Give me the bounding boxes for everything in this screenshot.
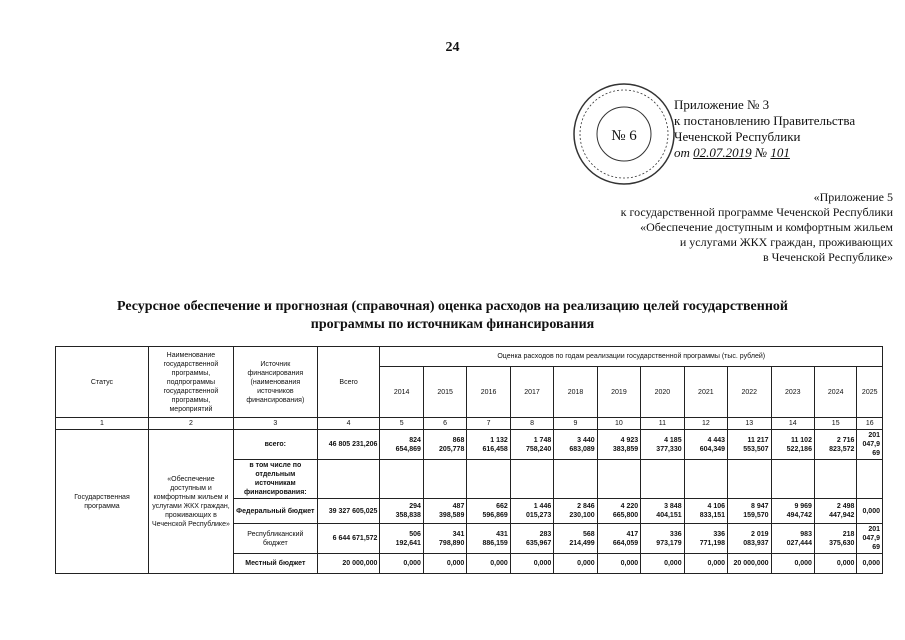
- header-year: 2023: [771, 367, 814, 418]
- empty-cell: [554, 460, 597, 499]
- value-cell: 294 358,838: [380, 499, 423, 524]
- appendix-line3: Чеченской Республики: [674, 129, 801, 144]
- value-cell: 4 220 665,800: [597, 499, 640, 524]
- value-cell: 417 664,059: [597, 524, 640, 554]
- header-year: 2019: [597, 367, 640, 418]
- value-cell: 0,000: [684, 554, 727, 574]
- empty-cell: [510, 460, 553, 499]
- value-cell: 2 846 230,100: [554, 499, 597, 524]
- col-number: 15: [814, 418, 856, 430]
- col-number: 7: [467, 418, 510, 430]
- resource-table: [55, 346, 883, 574]
- table-row: [56, 430, 883, 460]
- status-cell: Государственная программа: [56, 430, 149, 574]
- value-cell: 1 748 758,240: [510, 430, 553, 460]
- value-cell: 218 375,630: [814, 524, 856, 554]
- header-year: 2016: [467, 367, 510, 418]
- col-number: 14: [771, 418, 814, 430]
- header-estimate: Оценка расходов по годам реализации государственной программы (тыс. рублей): [380, 347, 883, 367]
- value-cell: 0,000: [423, 554, 466, 574]
- value-cell: 662 596,869: [467, 499, 510, 524]
- value-cell: 3 848 404,151: [641, 499, 684, 524]
- empty-cell: [423, 460, 466, 499]
- value-cell: 0,000: [814, 554, 856, 574]
- value-cell: 0,000: [857, 554, 883, 574]
- official-seal-stamp: [570, 80, 678, 188]
- source-cell: Республиканский бюджет: [233, 524, 317, 554]
- col-number: 11: [641, 418, 684, 430]
- annex-line4: и услугами ЖКХ граждан, проживающих: [679, 235, 893, 249]
- value-cell: 201 047,9 69: [857, 524, 883, 554]
- annex-line2: к государственной программе Чеченской Республики: [620, 205, 893, 219]
- header-year: 2022: [728, 367, 771, 418]
- appendix-date-line: [674, 145, 889, 161]
- col-number: 16: [857, 418, 883, 430]
- col-number: 6: [423, 418, 466, 430]
- value-cell: 568 214,499: [554, 524, 597, 554]
- date-prefix: от: [674, 145, 690, 160]
- total-cell: 46 805 231,206: [317, 430, 380, 460]
- value-cell: 0,000: [597, 554, 640, 574]
- document-title: [80, 298, 825, 334]
- header-year: 2025: [857, 367, 883, 418]
- annex-line5: в Чеченской Республике»: [762, 250, 893, 264]
- value-cell: 9 969 494,742: [771, 499, 814, 524]
- program-name-cell: «Обеспечение доступным и комфортным жильем и услугами ЖКХ граждан, проживающих в Чеченской Республике»: [148, 430, 233, 574]
- value-cell: 824 654,869: [380, 430, 423, 460]
- empty-cell: [684, 460, 727, 499]
- header-year: 2021: [684, 367, 727, 418]
- col-number: 2: [148, 418, 233, 430]
- value-cell: 4 106 833,151: [684, 499, 727, 524]
- header-year: 2014: [380, 367, 423, 418]
- value-cell: 0,000: [554, 554, 597, 574]
- col-number: 1: [56, 418, 149, 430]
- value-cell: 4 923 383,859: [597, 430, 640, 460]
- value-cell: 0,000: [857, 499, 883, 524]
- appendix-number: 101: [770, 145, 790, 160]
- empty-cell: [641, 460, 684, 499]
- title-line1: Ресурсное обеспечение и прогнозная (справочная) оценка расходов на реализацию целей государственной: [117, 299, 788, 314]
- value-cell: 2 019 083,937: [728, 524, 771, 554]
- value-cell: 4 443 604,349: [684, 430, 727, 460]
- value-cell: 20 000,000: [728, 554, 771, 574]
- col-number: 10: [597, 418, 640, 430]
- col-number: 5: [380, 418, 423, 430]
- empty-cell: [857, 460, 883, 499]
- header-year: 2024: [814, 367, 856, 418]
- value-cell: 11 217 553,507: [728, 430, 771, 460]
- value-cell: 0,000: [771, 554, 814, 574]
- value-cell: 983 027,444: [771, 524, 814, 554]
- total-cell: 39 327 605,025: [317, 499, 380, 524]
- value-cell: 868 205,778: [423, 430, 466, 460]
- value-cell: 3 440 683,089: [554, 430, 597, 460]
- value-cell: 0,000: [641, 554, 684, 574]
- header-total: Всего: [317, 347, 380, 418]
- appendix-line2: к постановлению Правительства: [674, 113, 856, 128]
- appendix-block: [674, 97, 889, 161]
- stamp-number: № 6: [611, 128, 637, 144]
- value-cell: 506 192,641: [380, 524, 423, 554]
- empty-cell: [317, 460, 380, 499]
- value-cell: 283 635,967: [510, 524, 553, 554]
- value-cell: 336 771,198: [684, 524, 727, 554]
- header-status: Статус: [56, 347, 149, 418]
- empty-cell: [467, 460, 510, 499]
- source-cell: в том числе по отдельным источникам финансирования:: [233, 460, 317, 499]
- col-number: 9: [554, 418, 597, 430]
- annex-line1: «Приложение 5: [813, 190, 893, 204]
- number-prefix: №: [754, 145, 768, 160]
- empty-cell: [771, 460, 814, 499]
- value-cell: 487 398,589: [423, 499, 466, 524]
- value-cell: 201 047,9 69: [857, 430, 883, 460]
- value-cell: 1 446 015,273: [510, 499, 553, 524]
- header-year: 2018: [554, 367, 597, 418]
- value-cell: 4 185 377,330: [641, 430, 684, 460]
- col-number: 4: [317, 418, 380, 430]
- empty-cell: [380, 460, 423, 499]
- appendix-line1: Приложение № 3: [674, 97, 770, 112]
- col-number: 3: [233, 418, 317, 430]
- title-line2: программы по источникам финансирования: [310, 317, 595, 332]
- value-cell: 2 498 447,942: [814, 499, 856, 524]
- value-cell: 8 947 159,570: [728, 499, 771, 524]
- annex-line3: «Обеспечение доступным и комфортным жильем: [640, 220, 893, 234]
- header-year: 2020: [641, 367, 684, 418]
- header-year: 2015: [423, 367, 466, 418]
- value-cell: 341 798,890: [423, 524, 466, 554]
- annex-block: [560, 190, 893, 265]
- source-cell: Федеральный бюджет: [233, 499, 317, 524]
- header-name: Наименование государственной программы, подпрограммы государственной программы, мероприятий: [148, 347, 233, 418]
- source-cell: Местный бюджет: [233, 554, 317, 574]
- col-number: 8: [510, 418, 553, 430]
- empty-cell: [597, 460, 640, 499]
- header-source: Источник финансирования (наименования источников финансирования): [233, 347, 317, 418]
- value-cell: 1 132 616,458: [467, 430, 510, 460]
- value-cell: 11 102 522,186: [771, 430, 814, 460]
- empty-cell: [814, 460, 856, 499]
- value-cell: 0,000: [510, 554, 553, 574]
- empty-cell: [728, 460, 771, 499]
- total-cell: 20 000,000: [317, 554, 380, 574]
- value-cell: 336 973,179: [641, 524, 684, 554]
- header-year: 2017: [510, 367, 553, 418]
- value-cell: 2 716 823,572: [814, 430, 856, 460]
- col-number: 12: [684, 418, 727, 430]
- page-number: 24: [445, 40, 460, 55]
- value-cell: 0,000: [467, 554, 510, 574]
- total-cell: 6 644 671,572: [317, 524, 380, 554]
- source-cell: всего:: [233, 430, 317, 460]
- appendix-date: 02.07.2019: [693, 145, 752, 160]
- value-cell: 431 886,159: [467, 524, 510, 554]
- col-number: 13: [728, 418, 771, 430]
- value-cell: 0,000: [380, 554, 423, 574]
